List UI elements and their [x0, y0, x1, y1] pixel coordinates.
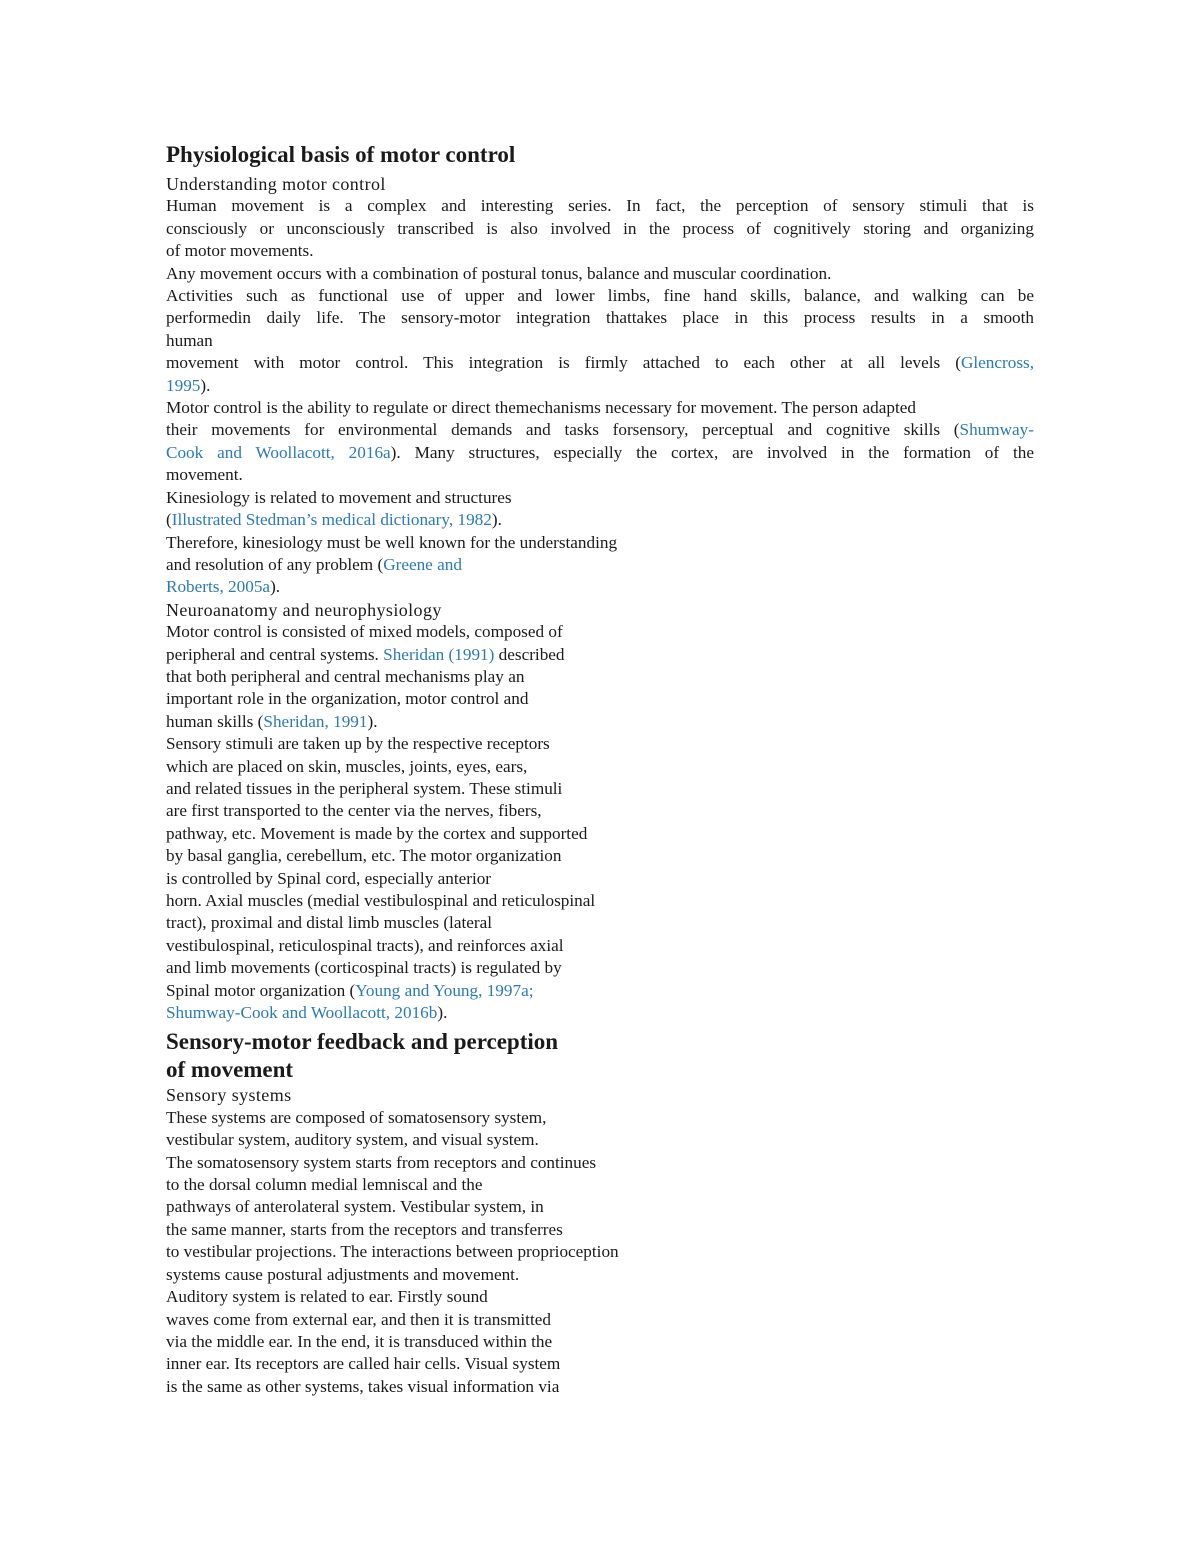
text-span: systems cause postural adjustments and movement. — [166, 1264, 520, 1284]
section-heading: Physiological basis of motor control — [166, 142, 516, 167]
text-line — [166, 1264, 1034, 1286]
subsection-heading: Neuroanatomy and neurophysiology — [166, 599, 442, 620]
text-span: The somatosensory system starts from receptors and continues — [166, 1152, 597, 1172]
heading-line: of movement — [166, 1057, 294, 1083]
citation-link[interactable]: 1995 — [166, 375, 201, 395]
text-span: Auditory system is related to ear. Firstly sound — [166, 1287, 488, 1307]
text-line — [166, 509, 1034, 531]
text-span: human skills ( — [166, 711, 264, 731]
text-span: ). Many structures, especially the cortex, are involved in the formation of the — [390, 442, 1034, 462]
paragraph-block — [166, 195, 1034, 598]
text-span: which are placed on skin, muscles, joints, eyes, ears, — [166, 756, 528, 776]
citation-link[interactable]: Shumway- — [959, 420, 1034, 440]
text-line — [166, 823, 1034, 845]
text-line — [166, 576, 1034, 598]
text-span: consciously or unconsciously transcribed is also involved in the process of cognitively storing and organizing — [166, 218, 1034, 238]
paragraph-block — [166, 621, 1034, 1024]
text-line — [166, 1107, 1034, 1129]
subsection-heading: Sensory systems — [166, 1085, 292, 1106]
text-line — [166, 733, 1034, 755]
text-line — [166, 532, 1034, 554]
text-span: pathway, etc. Movement is made by the cortex and supported — [166, 823, 588, 843]
citation-link[interactable]: Illustrated Stedman’s medical dictionary, 1982 — [171, 510, 492, 530]
text-line — [166, 621, 1034, 643]
text-span: ). — [270, 577, 281, 597]
text-line — [166, 1002, 1034, 1024]
text-line — [166, 980, 1034, 1002]
heading-line: Sensory-motor feedback and perception — [166, 1029, 559, 1055]
text-span: tract), proximal and distal limb muscles (lateral — [166, 913, 492, 933]
text-line — [166, 330, 1034, 352]
document-body — [166, 140, 1034, 1398]
text-span: Kinesiology is related to movement and structures — [166, 487, 512, 507]
text-span: human — [166, 330, 213, 350]
text-line — [166, 352, 1034, 374]
text-span: vestibular system, auditory system, and visual system. — [166, 1130, 539, 1150]
text-span: via the middle ear. In the end, it is transduced within the — [166, 1331, 553, 1351]
text-span: Motor control is the ability to regulate or direct themechanisms necessary for movement. The person adapted — [166, 398, 916, 418]
text-span: inner ear. Its receptors are called hair cells. Visual system — [166, 1354, 561, 1374]
text-span: horn. Axial muscles (medial vestibulospinal and reticulospinal — [166, 891, 596, 910]
text-span: and related tissues in the peripheral system. These stimuli — [166, 778, 563, 798]
citation-link[interactable]: Sheridan, 1991 — [263, 711, 368, 731]
text-span: important role in the organization, motor control and — [166, 689, 529, 709]
text-line — [166, 711, 1034, 733]
text-line — [166, 800, 1034, 822]
citation-link[interactable]: Young and Young, 1997a; — [355, 980, 534, 1000]
text-line — [166, 868, 1034, 890]
text-span: movement with motor control. This integration is firmly attached to each other at all levels ( — [166, 353, 961, 373]
text-span: described — [494, 644, 565, 664]
text-span: and limb movements (corticospinal tracts) is regulated by — [166, 958, 562, 978]
text-line — [166, 1286, 1034, 1308]
text-span: and resolution of any problem ( — [166, 554, 384, 574]
text-span: movement. — [166, 465, 243, 485]
text-line — [166, 464, 1034, 486]
text-span: ). — [437, 1003, 448, 1023]
text-span: ). — [367, 711, 378, 731]
citation-link[interactable]: Shumway-Cook and Woollacott, 2016b — [166, 1003, 438, 1023]
text-line — [166, 218, 1034, 240]
text-line — [166, 554, 1034, 576]
paragraph-block — [166, 1107, 1034, 1398]
text-span: Motor control is consisted of mixed models, composed of — [166, 622, 563, 642]
text-span: the same manner, starts from the receptors and transferres — [166, 1219, 563, 1239]
text-span: Any movement occurs with a combination of postural tonus, balance and muscular coordination. — [166, 263, 832, 283]
text-line — [166, 1331, 1034, 1353]
text-span: of motor movements. — [166, 241, 314, 261]
citation-link[interactable]: Roberts, 2005a — [166, 577, 271, 597]
text-span: Sensory stimuli are taken up by the respective receptors — [166, 734, 550, 754]
text-span: is controlled by Spinal cord, especially anterior — [166, 868, 492, 888]
text-line — [166, 1174, 1034, 1196]
text-line — [166, 285, 1034, 307]
text-line — [166, 1152, 1034, 1174]
text-span: their movements for environmental demands and tasks forsensory, perceptual and cognitive skills ( — [166, 420, 960, 440]
text-span: to the dorsal column medial lemniscal and the — [166, 1175, 483, 1195]
text-span: ). — [200, 375, 211, 395]
text-span: peripheral and central systems. — [166, 644, 384, 664]
section-heading — [166, 1028, 1034, 1084]
text-span: Activities such as functional use of upper and lower limbs, fine hand skills, balance, and walking can be — [166, 286, 1034, 306]
text-line — [166, 397, 1034, 419]
text-span: are first transported to the center via the nerves, fibers, — [166, 801, 542, 821]
text-line — [166, 1353, 1034, 1375]
citation-link[interactable]: Cook and Woollacott, 2016a — [166, 442, 391, 462]
text-span: to vestibular projections. The interactions between proprioception — [166, 1242, 619, 1262]
text-span: These systems are composed of somatosensory system, — [166, 1107, 547, 1127]
text-span: by basal ganglia, cerebellum, etc. The motor organization — [166, 846, 562, 866]
text-span: performedin daily life. The sensory-motor integration thattakes place in this process results in a smooth — [166, 308, 1034, 328]
text-line — [166, 263, 1034, 285]
text-span: ). — [491, 510, 502, 530]
text-line — [166, 195, 1034, 217]
text-span: that both peripheral and central mechanisms play an — [166, 666, 525, 686]
text-line — [166, 307, 1034, 329]
citation-link[interactable]: Greene and — [383, 554, 462, 574]
text-line — [166, 778, 1034, 800]
text-span: ( — [166, 510, 172, 530]
text-line — [166, 935, 1034, 957]
text-line — [166, 240, 1034, 262]
text-span: is the same as other systems, takes visual information via — [166, 1376, 560, 1396]
text-line — [166, 1309, 1034, 1331]
text-line — [166, 644, 1034, 666]
text-line — [166, 375, 1034, 397]
text-span: Spinal motor organization ( — [166, 980, 356, 1000]
text-line — [166, 666, 1034, 688]
text-line — [166, 845, 1034, 867]
text-span: vestibulospinal, reticulospinal tracts), and reinforces axial — [166, 935, 564, 955]
text-line — [166, 1129, 1034, 1151]
text-line — [166, 1196, 1034, 1218]
text-line — [166, 1376, 1034, 1398]
text-line — [166, 1219, 1034, 1241]
citation-link[interactable]: Glencross, — [960, 353, 1034, 373]
text-line — [166, 419, 1034, 441]
text-line — [166, 442, 1034, 464]
subsection-heading: Understanding motor control — [166, 174, 386, 194]
text-line — [166, 487, 1034, 509]
text-span: Therefore, kinesiology must be well known for the understanding — [166, 532, 618, 552]
text-span: Human movement is a complex and interesting series. In fact, the perception of sensory stimuli that is — [166, 196, 1034, 216]
text-line — [166, 1241, 1034, 1263]
text-line — [166, 890, 1034, 912]
text-line — [166, 912, 1034, 934]
text-line — [166, 688, 1034, 710]
citation-link[interactable]: Sheridan (1991) — [383, 644, 495, 664]
text-span: waves come from external ear, and then it is transmitted — [166, 1309, 551, 1329]
text-line — [166, 756, 1034, 778]
text-span: pathways of anterolateral system. Vestibular system, in — [166, 1197, 544, 1217]
text-line — [166, 957, 1034, 979]
